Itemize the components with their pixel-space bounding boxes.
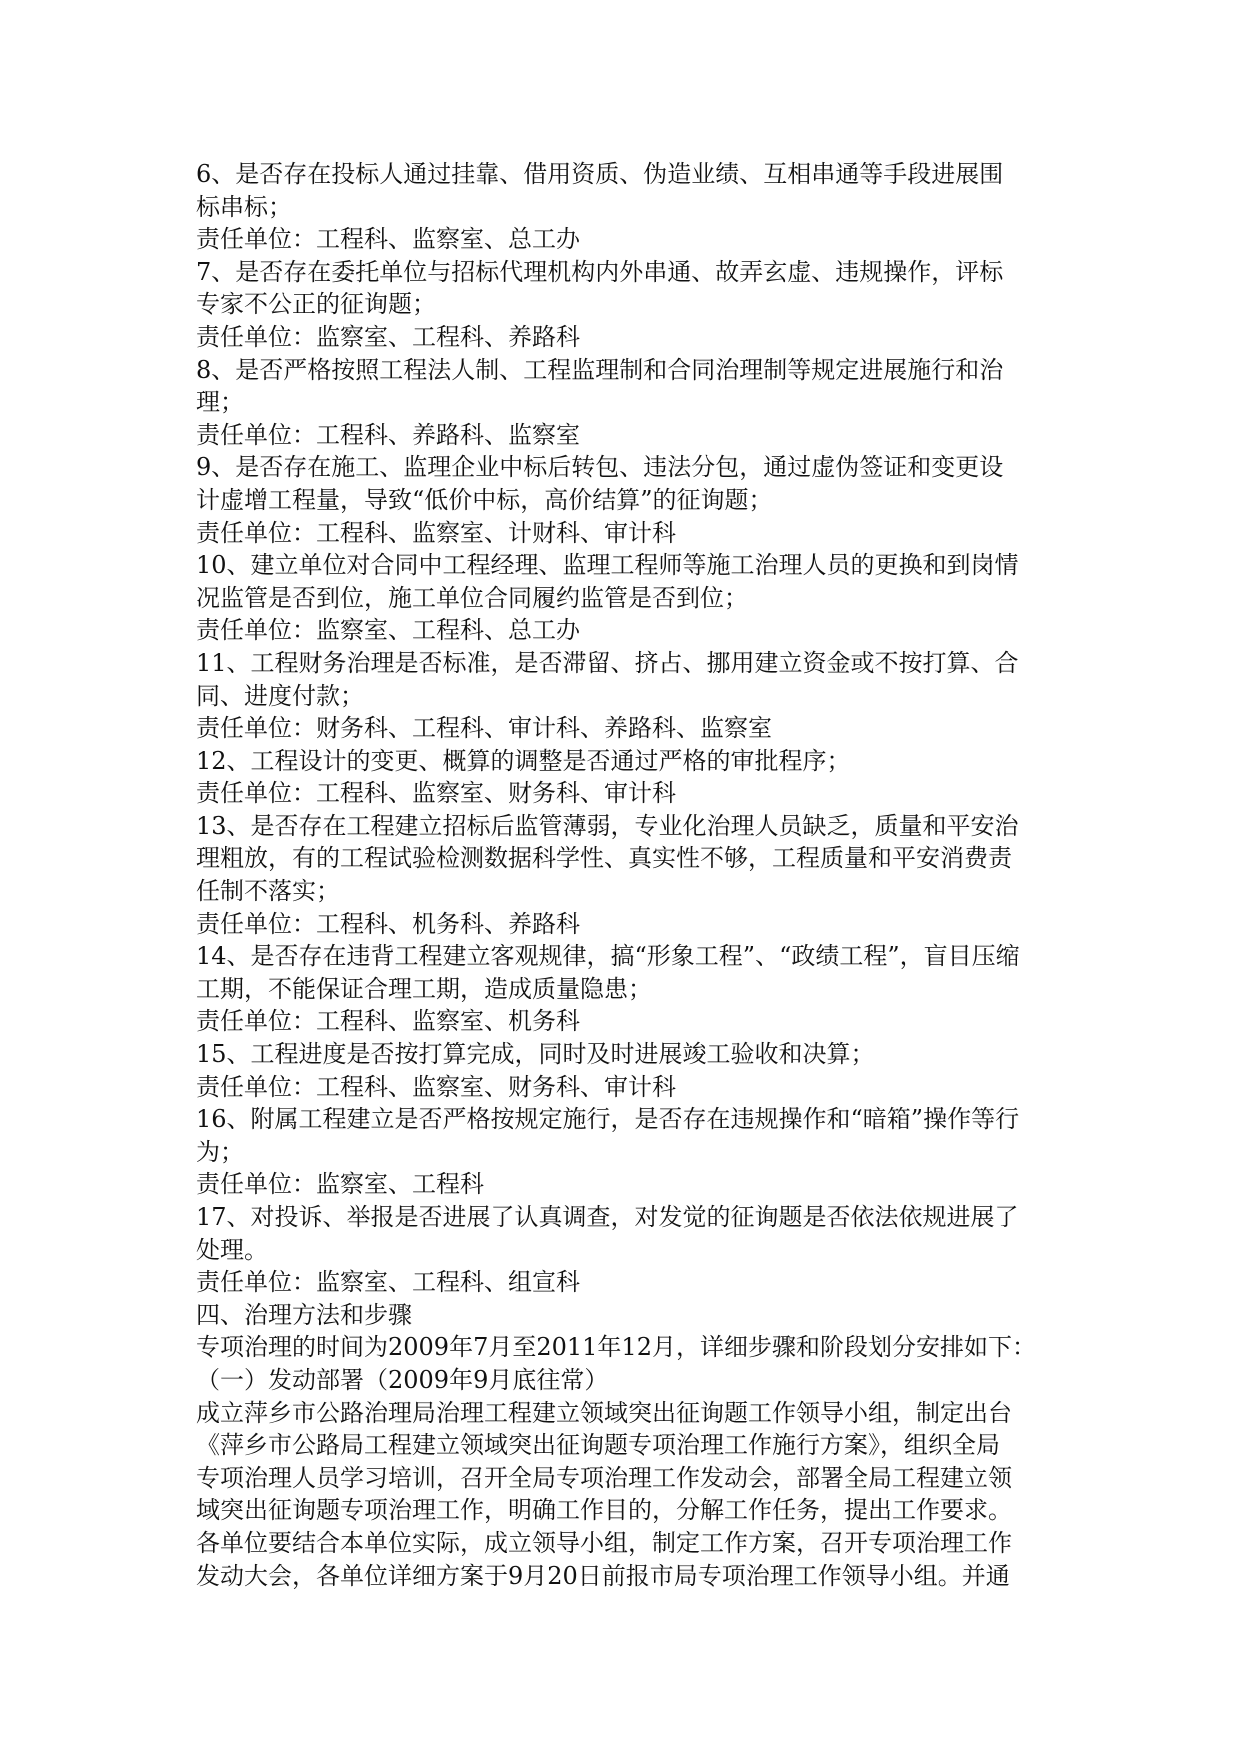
text-line: 责任单位：工程科、监察室、财务科、审计科 xyxy=(196,1072,676,1101)
text-line: 6、是否存在投标人通过挂靠、借用资质、伪造业绩、互相串通等手段进展围 xyxy=(196,160,1004,188)
text-line: 责任单位：监察室、工程科、养路科 xyxy=(196,322,580,351)
text-line: 责任单位：工程科、监察室、机务科 xyxy=(196,1007,580,1036)
text-line: 15、工程进度是否按打算完成，同时及时进展竣工验收和决算； xyxy=(196,1040,875,1069)
text-line: 11、工程财务治理是否标准，是否滞留、挤占、挪用建立资金或不按打算、合 xyxy=(196,648,1019,677)
section-heading: 四、治理方法和步骤 xyxy=(196,1300,412,1329)
text-line: 13、是否存在工程建立招标后监管薄弱，专业化治理人员缺乏，质量和平安治 xyxy=(196,811,1019,840)
text-line: 责任单位：财务科、工程科、审计科、养路科、监察室 xyxy=(196,714,772,743)
text-line: 同、进度付款； xyxy=(196,681,364,710)
text-line: 为； xyxy=(196,1137,244,1166)
text-line: 7、是否存在委托单位与招标代理机构内外串通、故弄玄虚、违规操作，评标 xyxy=(196,257,1004,286)
text-line: 专项治理的时间为2009年7月至2011年12月，详细步骤和阶段划分安排如下： xyxy=(196,1333,1036,1362)
text-line: 处理。 xyxy=(196,1235,268,1264)
text-line: 责任单位：工程科、养路科、监察室 xyxy=(196,420,580,449)
document-body xyxy=(196,158,1056,1592)
text-line: 理； xyxy=(196,388,244,417)
text-line: 16、附属工程建立是否严格按规定施行，是否存在违规操作和“暗箱”操作等行 xyxy=(196,1105,1020,1134)
text-line: 计虚增工程量，导致“低价中标，高价结算”的征询题； xyxy=(196,485,773,514)
text-line: 任制不落实； xyxy=(196,877,340,906)
text-line: 14、是否存在违背工程建立客观规律，搞“形象工程”、“政绩工程”，盲目压缩 xyxy=(196,942,1020,971)
text-line: 域突出征询题专项治理工作，明确工作目的，分解工作任务，提出工作要求。 xyxy=(196,1496,1012,1525)
text-line: 8、是否严格按照工程法人制、工程监理制和合同治理制等规定进展施行和治 xyxy=(196,355,1004,384)
text-line: 责任单位：工程科、监察室、总工办 xyxy=(196,225,580,254)
text-line: 责任单位：工程科、机务科、养路科 xyxy=(196,909,580,938)
text-line: 责任单位：工程科、监察室、财务科、审计科 xyxy=(196,779,676,808)
text-line: 责任单位：工程科、监察室、计财科、审计科 xyxy=(196,518,676,547)
text-line: 《萍乡市公路局工程建立领域突出征询题专项治理工作施行方案》，组织全局 xyxy=(196,1431,1000,1460)
text-line: 发动大会，各单位详细方案于9月20日前报市局专项治理工作领导小组。并通 xyxy=(196,1561,1010,1590)
text-line: 专项治理人员学习培训，召开全局专项治理工作发动会，部署全局工程建立领 xyxy=(196,1463,1012,1492)
text-line: 9、是否存在施工、监理企业中标后转包、违法分包，通过虚伪签证和变更设 xyxy=(196,453,1004,482)
text-line: 成立萍乡市公路治理局治理工程建立领域突出征询题工作领导小组，制定出台 xyxy=(196,1398,1012,1427)
text-line: 10、建立单位对合同中工程经理、监理工程师等施工治理人员的更换和到岗情 xyxy=(196,551,1019,580)
text-line: 标串标； xyxy=(196,192,292,221)
text-line: 况监管是否到位，施工单位合同履约监管是否到位； xyxy=(196,583,748,612)
text-line: 责任单位：监察室、工程科、组宣科 xyxy=(196,1268,580,1297)
subsection-heading: （一）发动部署（2009年9月底往常） xyxy=(196,1365,609,1394)
text-line: 12、工程设计的变更、概算的调整是否通过严格的审批程序； xyxy=(196,746,851,775)
text-line: 各单位要结合本单位实际，成立领导小组，制定工作方案，召开专项治理工作 xyxy=(196,1528,1012,1557)
text-line: 理粗放，有的工程试验检测数据科学性、真实性不够，工程质量和平安消费责 xyxy=(196,844,1012,873)
text-line: 工期，不能保证合理工期，造成质量隐患； xyxy=(196,974,652,1003)
text-line: 责任单位：监察室、工程科 xyxy=(196,1170,484,1199)
text-line: 17、对投诉、举报是否进展了认真调查，对发觉的征询题是否依法依规进展了 xyxy=(196,1203,1019,1231)
text-line: 专家不公正的征询题； xyxy=(196,290,436,319)
text-line: 责任单位：监察室、工程科、总工办 xyxy=(196,616,580,645)
